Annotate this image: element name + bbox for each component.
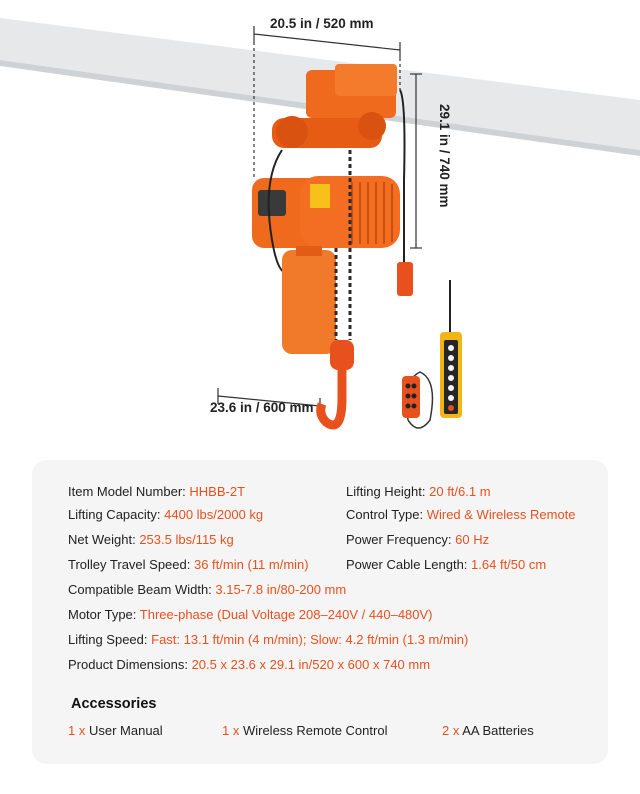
spec-label: Lifting Speed: xyxy=(68,632,148,647)
accessory-name: AA Batteries xyxy=(462,723,534,738)
accessory-name: User Manual xyxy=(88,723,163,738)
depth-dimension-label: 23.6 in / 600 mm xyxy=(210,400,314,415)
chain-bag xyxy=(282,250,336,354)
accessory-qty: 1 x xyxy=(68,723,86,738)
spec-value: 1.64 ft/50 cm xyxy=(471,557,547,572)
spec-label: Motor Type: xyxy=(68,607,137,622)
spec-power-frequency xyxy=(346,532,489,547)
spec-lifting-height xyxy=(346,484,491,499)
hook xyxy=(321,370,342,425)
spec-label: Item Model Number: xyxy=(68,484,186,499)
wireless-remote xyxy=(402,372,432,428)
accessory-qty: 2 x xyxy=(442,723,460,738)
spec-value: 253.5 lbs/115 kg xyxy=(139,532,234,547)
spec-lifting-speed xyxy=(68,632,468,647)
height-dimension-label: 29.1 in / 740 mm xyxy=(437,104,452,208)
accessory-item xyxy=(442,723,534,738)
spec-card xyxy=(32,460,608,764)
spec-item-model xyxy=(68,484,245,499)
spec-value: HHBB-2T xyxy=(189,484,246,499)
accessory-item xyxy=(68,723,163,738)
spec-net-weight xyxy=(68,532,234,547)
accessory-name: Wireless Remote Control xyxy=(242,723,388,738)
spec-value: Wired & Wireless Remote xyxy=(426,507,576,522)
spec-label: Power Frequency: xyxy=(346,532,452,547)
spec-value: 60 Hz xyxy=(455,532,490,547)
spec-label: Trolley Travel Speed: xyxy=(68,557,191,572)
spec-label: Power Cable Length: xyxy=(346,557,468,572)
cable-plug xyxy=(397,262,413,296)
spec-product-dimensions xyxy=(68,657,430,672)
spec-value: 36 ft/min (11 m/min) xyxy=(193,557,309,572)
spec-beam-width xyxy=(68,582,346,597)
spec-value: 20 ft/6.1 m xyxy=(429,484,491,499)
accessory-qty: 1 x xyxy=(222,723,240,738)
spec-label: Lifting Capacity: xyxy=(68,507,161,522)
spec-label: Net Weight: xyxy=(68,532,136,547)
accessory-item xyxy=(222,723,387,738)
spec-power-cable-length xyxy=(346,557,546,572)
spec-value: 3.15-7.8 in/80-200 mm xyxy=(215,582,347,597)
spec-label: Product Dimensions: xyxy=(68,657,188,672)
spec-value: 4400 lbs/2000 kg xyxy=(164,507,264,522)
spec-motor-type xyxy=(68,607,433,622)
spec-control-type xyxy=(346,507,576,522)
hoist-body xyxy=(252,176,400,248)
spec-value: Three-phase (Dual Voltage 208–240V / 440–480V) xyxy=(139,607,433,622)
spec-label: Lifting Height: xyxy=(346,484,426,499)
spec-trolley-speed xyxy=(68,557,309,572)
wired-pendant xyxy=(440,280,462,418)
spec-value: 20.5 x 23.6 x 29.1 in/520 x 600 x 740 mm xyxy=(191,657,431,672)
spec-value: Fast: 13.1 ft/min (4 m/min); Slow: 4.2 ft/min (1.3 m/min) xyxy=(151,632,469,647)
spec-lifting-capacity xyxy=(68,507,263,522)
width-dimension-label: 20.5 in / 520 mm xyxy=(270,16,374,31)
accessories-title: Accessories xyxy=(71,696,157,712)
spec-label: Control Type: xyxy=(346,507,424,522)
spec-label: Compatible Beam Width: xyxy=(68,582,212,597)
